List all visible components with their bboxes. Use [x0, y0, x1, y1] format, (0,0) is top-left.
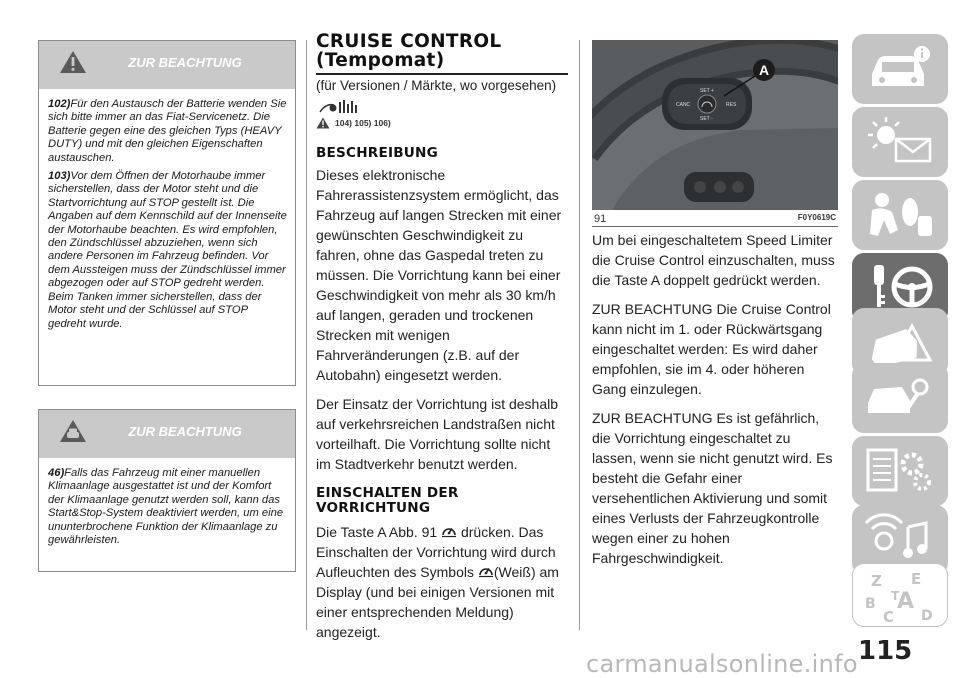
title-rule — [316, 73, 568, 75]
notice-item — [48, 467, 287, 547]
section-subtitle: (für Versionen / Märkte, wo vorgesehen) — [316, 78, 557, 93]
main-content — [316, 32, 566, 642]
right-column — [592, 40, 838, 568]
multimedia-icon — [862, 511, 938, 569]
description-paragraph: Dieses elektronische Fahrerassistenzsystem ermöglicht, das Fahrzeug auf langen Strecken mit einer gewünschten Geschwindigkeit zu fahren, ohne das Gaspedal treten zu müssen. Die Vorrichtung kann bei einer Geschwindigkeit von mehr als 30 km/h auf langen, geraden und trockenen Strecken mit wenigen Fahrveränderungen (z.B. auf der Autobahn) eingesetzt werden. — [316, 167, 562, 383]
tab-technical-data[interactable] — [852, 436, 948, 506]
index-letter: D — [921, 608, 933, 624]
tab-car-info[interactable] — [852, 34, 948, 104]
speed-control-symbol-icon — [316, 99, 376, 115]
item-number: 103) — [48, 170, 71, 183]
item-text: Für den Austausch der Batterie wenden Sie sich bitte immer an das Fiat-Servicenetz. Die Batterie gegen eine des gleichen Typs (HEAVY DUTY) und mit den gleichen Eigenschaften austauschen. — [48, 98, 287, 164]
tab-warning-lights[interactable] — [852, 107, 948, 177]
index-letter: A — [897, 589, 915, 614]
item-text: Falls das Fahrzeug mit einer manuellen Klimaanlage ausgestattet ist und der Komfort der Klimaanlage genutzt werden soll, kann das Start&Stop-System deaktiviert werden, um eine ununterbrochene Funktion der Klimaanlage zu gewährleisten. — [48, 467, 284, 547]
index-letter: E — [911, 570, 922, 588]
tab-index[interactable] — [852, 563, 948, 627]
notice-title: ZUR BEACHTUNG — [128, 55, 242, 70]
item-text: Vor dem Öffnen der Motorhaube immer sicherstellen, dass der Motor steht und die Startvorrichtung auf STOP gestellt ist. Die Angaben auf dem Kennschild auf der Innenseite der Motorhaube beachten. Es wird empfohlen, den Zündschlüssel abzuziehen, wenn sich andere Personen im Fahrzeug befinden. Vor dem Aussteigen muss der Zündschlüssel immer abgezogen oder auf STOP gedreht werden. Beim Tanken immer sicherstellen, dass der Motor steht und der Schlüssel auf STOP gedreht wurde. — [48, 170, 287, 330]
tab-safety[interactable] — [852, 180, 948, 250]
button-set-minus: SET - — [700, 116, 713, 122]
activation-text-c: (Weiß) am Display (und bei einigen Versionen mit einer entsprechenden Meldung) angezeigt. — [316, 564, 559, 640]
notice-item — [48, 98, 287, 165]
button-res: RES — [726, 102, 737, 108]
technical-data-icon — [862, 442, 938, 500]
tab-maintenance[interactable] — [852, 363, 948, 433]
safety-airbag-icon — [862, 186, 938, 244]
index-icon — [863, 570, 939, 626]
warning-notice-2 — [38, 409, 296, 572]
activation-text-a: Die Taste A Abb. 91 — [316, 524, 438, 540]
maintenance-icon — [862, 369, 938, 427]
index-letter: C — [883, 608, 895, 626]
notice-title: ZUR BEACHTUNG — [128, 424, 242, 439]
button-canc: CANC — [676, 102, 691, 108]
usage-paragraph: Der Einsatz der Vorrichtung ist deshalb auf verkehrsreichen Landstraßen nicht vorteilhaft. Die Vorrichtung sollte nicht im Stadtverkehr benutzt werden. — [316, 396, 559, 472]
heading-activation-line1: EINSCHALTEN DER — [316, 485, 459, 501]
figure-code: F0Y0619C — [797, 213, 836, 222]
heading-description: BESCHREIBUNG — [316, 145, 438, 161]
speed-limiter-paragraph: Um bei eingeschaltetem Speed Limiter die Cruise Control einzuschalten, muss die Taste A doppelt gedrückt werden. — [592, 232, 835, 288]
note-danger-paragraph: ZUR BEACHTUNG Es ist gefährlich, die Vorrichtung eingeschaltet zu lassen, wenn sie nicht genutzt wird. Es besteht die Gefahr einer versehentlichen Aktivierung und somit eines Verlusts der Fahrzeugkontrolle wegen einer zu hohen Fahrgeschwindigkeit. — [592, 410, 833, 566]
figure-number: 91 — [594, 213, 607, 225]
item-number: 46) — [48, 467, 65, 479]
index-letter: Z — [871, 572, 882, 590]
steering-wheel-illustration — [592, 40, 838, 210]
warning-references — [316, 117, 566, 129]
section-title-line1: CRUISE CONTROL — [316, 31, 502, 52]
heading-activation-line2: VORRICHTUNG — [316, 500, 431, 516]
notice-body — [39, 458, 295, 562]
notice-body — [39, 89, 295, 346]
page-number: 115 — [858, 636, 913, 666]
figure-caption — [592, 210, 838, 227]
warning-notice-1 — [38, 40, 296, 386]
item-number: 102) — [48, 98, 71, 110]
notice-header — [39, 41, 295, 89]
cruise-control-icon — [478, 564, 494, 578]
notice-item — [48, 170, 287, 331]
warning-lights-icon — [862, 113, 938, 171]
notice-header — [39, 410, 295, 458]
callout-a: A — [758, 62, 770, 78]
car-info-icon — [862, 40, 938, 98]
steering-wheel-figure — [592, 40, 838, 210]
column-divider — [306, 40, 307, 630]
reference-numbers: 104) 105) 106) — [335, 118, 391, 128]
note-gear-paragraph: ZUR BEACHTUNG Die Cruise Control kann nicht im 1. oder Rückwärtsgang eingeschaltet werden: Es wird daher empfohlen, sie im 4. oder höheren Gang einzulegen. — [592, 301, 831, 397]
button-set-plus: SET + — [700, 88, 714, 94]
cruise-control-icon — [441, 524, 457, 538]
activation-paragraph — [316, 522, 566, 642]
index-letter: T — [891, 589, 900, 603]
index-letter: B — [865, 596, 876, 612]
warning-triangle-icon — [316, 117, 330, 129]
section-title-line2: (Tempomat) — [316, 50, 445, 71]
column-divider — [579, 40, 580, 630]
watermark: carmanualsonline.info — [586, 650, 858, 678]
activation-text-b: drücken. Das Einschalten der Vorrichtung wird durch Aufleuchten des Symbols — [316, 524, 556, 580]
